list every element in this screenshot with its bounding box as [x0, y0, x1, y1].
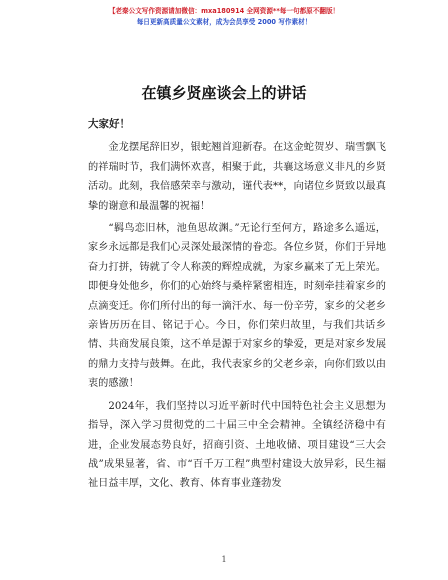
page-number: 1 [221, 555, 227, 564]
paragraph-2024-review: 2024年，我们坚持以习近平新时代中国特色社会主义思想为指导，深入学习贯彻党的二十届三中全会精神。全镇经济稳中有进，企业发展态势良好，招商引资、土地收储、项目建设“三大会战”成果显著，省、市“百千万工程”典型村建设大放异彩，民生福祉日益丰厚，文化、教育、体育事业蓬勃发 [88, 400, 386, 490]
banner-promo-line: 每日更新高质量公文素材，成为会员享受 2000 写作素材！ [136, 18, 312, 26]
document-body [88, 115, 386, 497]
header-banner [0, 6, 448, 28]
paragraph-opening: 金龙摆尾辞旧岁，银蛇翘首迎新春。在这金蛇贺岁、瑞雪飘飞的祥瑞时节，我们满怀欢喜，相聚于此，共襄这场意义非凡的乡贤活动。此刻，我倍感荣幸与激动，谨代表**，向诸位乡贤致以最真挚的谢意和最温馨的祝福！ [88, 142, 386, 212]
banner-contact-line: 【老秦公文写作资源请加微信：mxa180914 全网资源**每一句都原不翻版！ [108, 7, 340, 15]
paragraph-hometown: “羁鸟恋旧林，池鱼思故渊。”无论行至何方，路途多么遥远，家乡永远都是我们心灵深处最深情的眷恋。各位乡贤，你们于异地奋力打拼，铸就了令人称羡的辉煌成就，为家乡赢来了无上荣光。即便身处他乡，你们的心始终与桑梓紧密相连，时刻牵挂着家乡的点滴变迁。你们所付出的每一滴汗水、每一份辛劳，家乡的父老乡亲皆历历在目、铭记于心。今日，你们荣归故里，与我们共话乡情、共商发展良策，这不单是源于对家乡的挚爱，更是对家乡发展的鼎力支持与鼓舞。在此，我代表家乡的父老乡亲，向你们致以由衷的感激！ [88, 223, 386, 390]
document-title: 在镇乡贤座谈会上的讲话 [141, 84, 307, 102]
greeting: 大家好！ [88, 118, 130, 130]
